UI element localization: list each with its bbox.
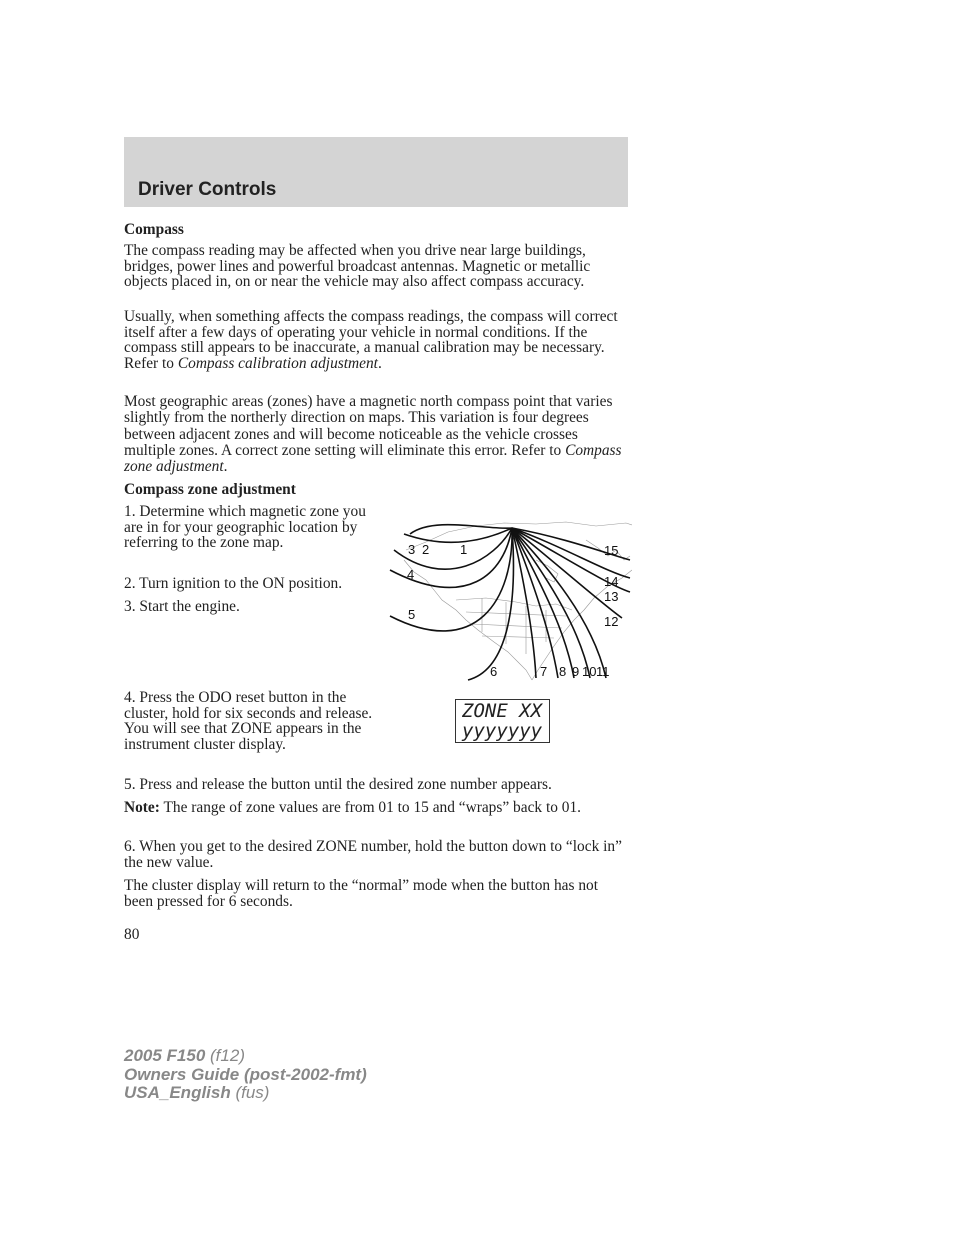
step-4: 4. Press the ODO reset button in the cluster, hold for six seconds and release. You will see that ZONE appears in the instrument cluster display. — [124, 689, 373, 753]
zone-label-8: 8 — [559, 664, 567, 679]
zone-label-10: 10 — [582, 664, 597, 679]
compass-paragraph-2: Usually, when something affects the compass readings, the compass will correct itself after a few days of operating your vehicle in normal conditions. If the compass still appears to be inaccurate, a manual calibration may be necessary. Refer to Compass calibration adjustment. — [124, 308, 618, 372]
zone-label-14: 14 — [604, 574, 619, 589]
step-1: 1. Determine which magnetic zone you are in for your geographic location by referring to the zone map. — [124, 503, 366, 552]
calibration-reference: Compass calibration adjustment — [177, 354, 378, 372]
zone-label-1: 1 — [460, 542, 468, 557]
footer-language-code: (fus) — [230, 1083, 270, 1102]
page-number: 80 — [124, 926, 140, 943]
zone-label-15: 15 — [604, 543, 619, 558]
compass-paragraph-3: Most geographic areas (zones) have a magnetic north compass point that varies slightly from the northerly direction on maps. This variation is four degrees between adjacent zones and will become noticeable as the vehicle crosses multiple zones. A correct zone setting will eliminate this error. Refer to Compass zone adjustment. — [124, 393, 622, 476]
section-title: Driver Controls — [138, 179, 277, 200]
magnetic-zone-map — [386, 520, 632, 682]
zone-adjustment-reference: Compass zone adjustment — [124, 441, 622, 476]
zone-label-3: 3 — [408, 542, 416, 557]
zone-label-11: 11 — [596, 664, 610, 679]
zone-adjustment-heading: Compass zone adjustment — [124, 481, 296, 498]
zone-label-4: 4 — [407, 567, 415, 582]
cluster-display — [455, 699, 550, 743]
note-label: Note: — [124, 799, 160, 816]
zone-label-7: 7 — [540, 664, 548, 679]
zone-label-13: 13 — [604, 589, 619, 604]
footer-language: USA_English — [124, 1083, 231, 1102]
display-line-2: yyyyyyy — [462, 720, 543, 742]
zone-label-2: 2 — [422, 542, 430, 557]
compass-paragraph-1: The compass reading may be affected when you drive near large buildings, bridges, power lines and powerful broadcast antennas. Magnetic or metallic objects placed in, on or near the vehicle may also affect compass accuracy. — [124, 242, 591, 291]
final-paragraph: The cluster display will return to the “normal” mode when the button has not been pressed for 6 seconds. — [124, 877, 598, 910]
note: Note: The range of zone values are from 01 to 15 and “wraps” back to 01. — [124, 799, 581, 816]
zone-label-6: 6 — [490, 664, 498, 679]
footer-model: 2005 F150 — [124, 1046, 206, 1065]
step-6: 6. When you get to the desired ZONE number, hold the button down to “lock in” the new value. — [124, 838, 622, 871]
footer-guide: Owners Guide (post-2002-fmt) — [124, 1064, 367, 1084]
document-footer — [124, 1047, 367, 1103]
zone-label-12: 12 — [604, 614, 619, 629]
display-line-1: ZONE XX — [462, 700, 543, 722]
step-2: 2. Turn ignition to the ON position. — [124, 575, 343, 592]
compass-heading: Compass — [124, 221, 184, 238]
zone-label-9: 9 — [572, 664, 580, 679]
zone-label-5: 5 — [408, 607, 416, 622]
section-header-band — [124, 137, 628, 207]
step-3: 3. Start the engine. — [124, 598, 240, 615]
footer-model-code: (f12) — [205, 1046, 245, 1065]
step-5: 5. Press and release the button until the desired zone number appears. — [124, 776, 552, 793]
